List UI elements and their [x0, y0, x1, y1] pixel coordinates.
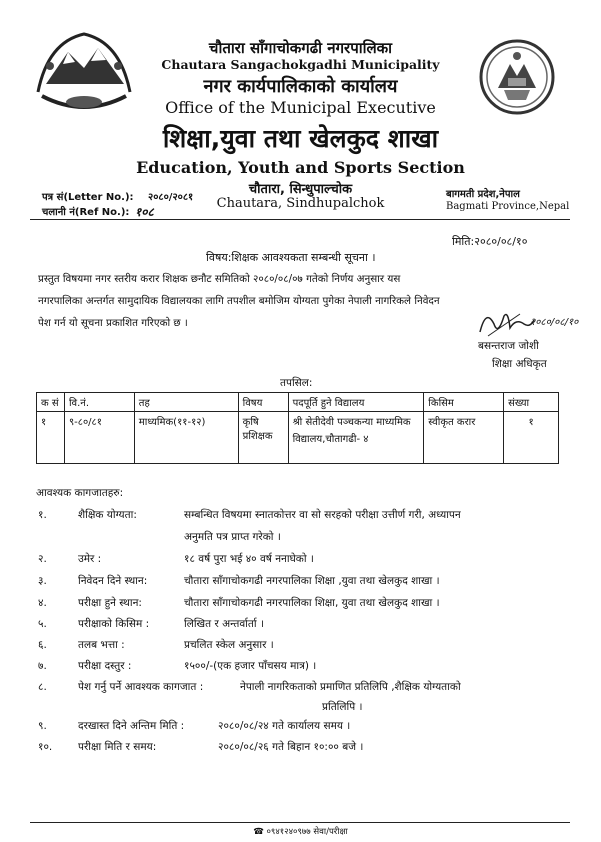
req-label: परीक्षा हुने स्थान:: [78, 597, 142, 609]
req-value: लिखित र अन्तर्वार्ता ।: [184, 618, 264, 630]
req-value: नेपाली नागरिकताको प्रमाणित प्रतिलिपि ,शैक्षिक योग्यताको: [240, 681, 461, 693]
body-line-1: प्रस्तुत विषयमा नगर स्तरीय करार शिक्षक छनौट समितिको २०८०/०८/०७ गतेको निर्णय अनुसार यस: [38, 273, 401, 285]
table-cell: श्री सेतीदेवी पञ्चकन्या माध्यमिक विद्यालय,चौतागढी- ४: [288, 412, 424, 464]
req-label: पेश गर्नु पर्ने आवश्यक कागजात :: [78, 681, 204, 693]
col-header: क सं: [37, 393, 65, 412]
req-value: सम्बन्धित विषयमा स्नातकोत्तर वा सो सरहको परीक्षा उत्तीर्ण गरी, अध्यापन: [184, 509, 461, 521]
req-number: ९.: [38, 720, 47, 732]
place-np: चौतारा, सिन्धुपाल्चोक: [248, 182, 353, 197]
req-label: परीक्षा मिति र समय:: [78, 741, 157, 753]
req-value: १८ वर्ष पुरा भई ४० वर्ष ननाघेको ।: [184, 553, 314, 565]
section-name-en: Education, Youth and Sports Section: [136, 158, 465, 177]
body-line-2: नगरपालिका अन्तर्गत सामुदायिक विद्यालयका लागि तपशील बमोजिम योग्यता पुगेका नेपाली नागरिकले निवेदन: [38, 295, 440, 307]
req-number: २.: [38, 553, 47, 565]
req-value: प्रचलित स्केल अनुसार ।: [184, 639, 274, 651]
body-line-3: पेश गर्न यो सूचना प्रकाशित गरिएको छ ।: [38, 317, 188, 329]
office-name-np: नगर कार्यपालिकाको कार्यालय: [203, 76, 398, 97]
table-cell: ९-८०/८१: [64, 412, 134, 464]
municipality-name-en: Chautara Sangachokgadhi Municipality: [161, 57, 440, 72]
ref-no: १०८: [135, 205, 154, 219]
details-title: तपसिल:: [280, 377, 313, 389]
col-header: तह: [134, 393, 238, 412]
footer-contact: ☎ ०९४१२४०९७७ सेवा/परीक्षा: [253, 827, 348, 837]
notice-subject: विषय:शिक्षक आवश्यकता सम्बन्धी सूचना ।: [206, 251, 376, 264]
letter-no-label: पत्र सं(Letter No.):: [42, 192, 134, 203]
col-header: वि.नं.: [64, 393, 134, 412]
province-np: बागमती प्रदेश,नेपाल: [446, 189, 520, 200]
req-label: दरखास्त दिने अन्तिम मिति :: [78, 720, 185, 732]
signatory-title: शिक्षा अधिकृत: [492, 358, 547, 370]
req-value: चौतारा साँगाचोकगढी नगरपालिका शिक्षा ,युवा तथा खेलकुद शाखा ।: [184, 575, 440, 587]
req-value: २०८०/०८/२४ गते कार्यालय समय ।: [218, 720, 351, 732]
table-cell: १: [37, 412, 65, 464]
col-header: विषय: [238, 393, 288, 412]
req-label: उमेर :: [78, 553, 102, 565]
req-number: ३.: [38, 575, 47, 587]
req-value-cont: अनुमति पत्र प्राप्त गरेको ।: [184, 531, 281, 543]
req-label: निवेदन दिने स्थान:: [78, 575, 148, 587]
req-number: ४.: [38, 597, 47, 609]
req-number: १०.: [38, 741, 53, 753]
details-table: [36, 392, 559, 464]
req-value: १५००/-(एक हजार पाँचसय मात्र) ।: [184, 660, 317, 672]
req-label: परीक्षाको किसिम :: [78, 618, 150, 630]
req-label: परीक्षा दस्तुर :: [78, 660, 132, 672]
ref-no-label: चलानी नं(Ref No.):: [42, 207, 130, 218]
req-number: ५.: [38, 618, 47, 630]
col-header: संख्या: [504, 393, 559, 412]
table-cell: कृषि प्रशिक्षक: [238, 412, 288, 464]
req-number: ६.: [38, 639, 47, 651]
office-name-en: Office of the Municipal Executive: [165, 98, 436, 117]
req-value: चौतारा साँगाचोकगढी नगरपालिका शिक्षा, युवा तथा खेलकुद शाखा ।: [184, 597, 440, 609]
signatory-name: बसन्तराज जोशी: [478, 340, 539, 352]
req-number: ८.: [38, 681, 47, 693]
table-cell: माध्यमिक(११-१२): [134, 412, 238, 464]
req-label: शैक्षिक योग्यता:: [78, 509, 137, 521]
req-value: २०८०/०८/२६ गते बिहान १०:०० बजे ।: [218, 741, 364, 753]
header-divider: [30, 219, 570, 220]
req-value-cont: प्रतिलिपि ।: [322, 701, 363, 713]
place-en: Chautara, Sindhupalchok: [216, 196, 385, 211]
table-cell: स्वीकृत करार: [424, 412, 504, 464]
col-header: पदपूर्ति हुने विद्यालय: [288, 393, 424, 412]
municipality-name-np: चौतारा साँगाचोकगढी नगरपालिका: [208, 39, 393, 57]
col-header: किसिम: [424, 393, 504, 412]
req-number: ७.: [38, 660, 47, 672]
table-header-row: [37, 393, 559, 412]
province-en: Bagmati Province,Nepal: [446, 201, 570, 212]
req-label: तलब भत्ता :: [78, 639, 125, 651]
signature-date: २०८०/०८/१०: [530, 317, 579, 328]
letter-no: २०८०/२०८१: [148, 192, 194, 203]
docs-title: आवश्यक कागजातहरु:: [36, 487, 124, 499]
notice-date: मिति:२०८०/०८/१०: [452, 235, 528, 248]
footer-divider: [30, 822, 570, 823]
table-cell: १: [504, 412, 559, 464]
section-name-np: शिक्षा,युवा तथा खेलकुद शाखा: [162, 124, 439, 153]
req-number: १.: [38, 509, 47, 521]
table-row: [37, 412, 559, 464]
signature: [476, 306, 536, 340]
